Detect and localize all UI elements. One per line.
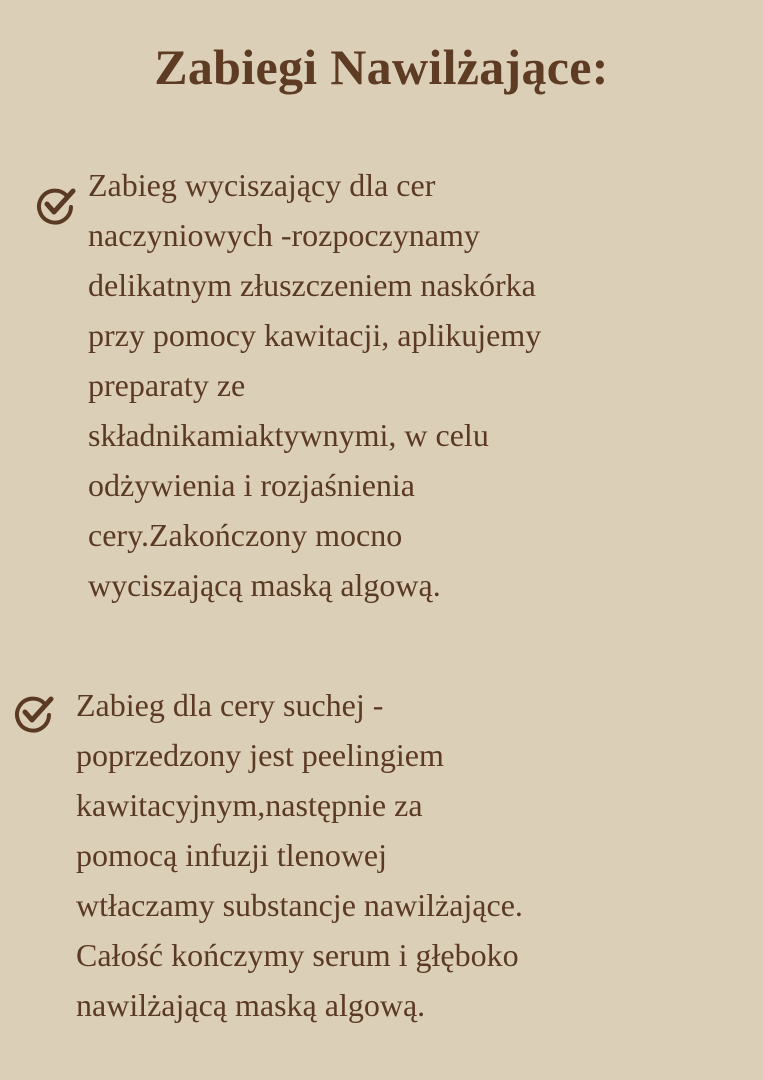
text-line: naczyniowych -rozpoczynamy [88, 217, 480, 253]
text-line: przy pomocy kawitacji, aplikujemy [88, 317, 542, 353]
page-title: Zabiegi Nawilżające: [154, 39, 609, 95]
text-line: Zabieg dla cery suchej - [76, 687, 384, 723]
text-line: wtłaczamy substancje nawilżające. [76, 887, 523, 923]
text-line: odżywienia i rozjaśnienia [88, 467, 415, 503]
text-line: Zabieg wyciszający dla cer [88, 167, 436, 203]
text-line: delikatnym złuszczeniem naskórka [88, 267, 536, 303]
check-circle-icon [34, 184, 76, 226]
text-line: preparaty ze [88, 367, 246, 403]
text-line: składnikamiaktywnymi, w celu [88, 417, 489, 453]
text-line: nawilżającą maską algową. [76, 987, 426, 1023]
treatment-description [76, 680, 523, 1030]
text-line: Całość kończymy serum i głęboko [76, 937, 519, 973]
text-line: pomocą infuzji tlenowej [76, 837, 388, 873]
text-line: kawitacyjnym,następnie za [76, 787, 423, 823]
check-circle-icon [12, 692, 54, 734]
text-line: wyciszającą maską algową. [88, 567, 441, 603]
treatment-description [88, 160, 541, 610]
text-line: cery.Zakończony mocno [88, 517, 403, 553]
text-line: poprzedzony jest peelingiem [76, 737, 444, 773]
